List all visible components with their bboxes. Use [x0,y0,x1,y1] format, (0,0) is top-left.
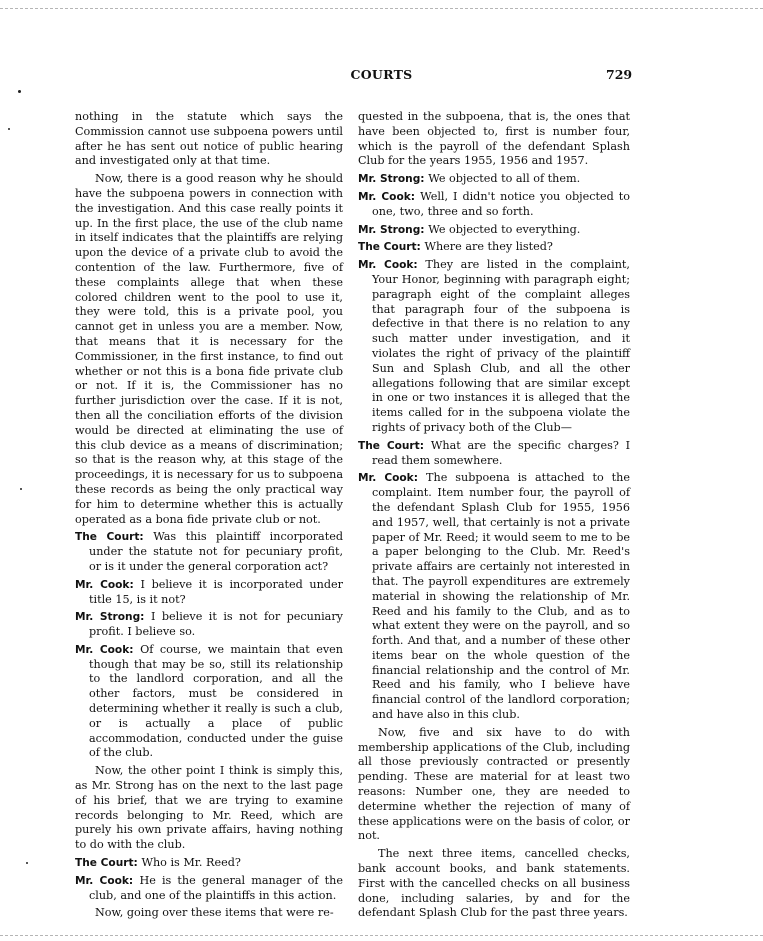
scan-edge-top [0,8,763,9]
speaker-label: The Court: [358,439,424,452]
dialogue-line [75,856,343,871]
speaker-label: Mr. Strong: [358,223,425,236]
speech-text: I believe it is not for pecuniary profit. I believe so. [89,610,343,639]
speech-text: Of course, we maintain that even though that may be so, still its relationship to the landlord corporation, and all the other factors, must be considered in determining whether it really is such a club, or is actually a place of public accommodation, conducted under the guise of the club. [89,642,343,760]
scan-speck [18,90,21,93]
dialogue-line [75,643,343,761]
dialogue-line [75,578,343,608]
paragraph: quested in the subpoena, that is, the ones that have been objected to, first is number four, which is the payroll of the defendant Splash Club for the years 1955, 1956 and 1957. [358,110,630,168]
scan-speck [20,488,22,490]
scan-speck [8,128,10,130]
dialogue-line [358,240,630,255]
speaker-label: Mr. Strong: [75,611,145,624]
speech-text: The subpoena is attached to the complaint. Item number four, the payroll of the defendant Splash Club for 1955, 1956 and 1957, well, that certainly is not a private paper of Mr. Reed; it would seem to me to be a paper belonging to the Club. Mr. Reed's private affairs are certainly not interested in that. The payroll expenditures are extremely material in showing the relationship of Mr. Reed and his family to the Club, and as to what extent they were on the payroll, and so forth. And that, and a number of these other items bear on the whole question of the financial relationship and the control of Mr. Reed and his family, who I believe have financial control of the landlord corporation; and have also in this club. [372,471,630,722]
speech-text: Well, I didn't notice you objected to one, two, three and so forth. [372,189,630,218]
speaker-label: Mr. Cook: [358,472,418,485]
left-column [75,110,343,924]
right-column [358,110,630,924]
scan-edge-bottom [0,935,763,936]
speaker-label: The Court: [75,857,138,870]
speaker-label: Mr. Strong: [358,173,425,186]
speaker-label: Mr. Cook: [358,190,416,203]
dialogue-line [358,223,630,238]
dialogue-line [75,530,343,574]
speaker-label: Mr. Cook: [358,259,418,272]
dialogue-line [75,610,343,640]
speech-text: Was this plaintiff incorporated under the statute not for pecuniary profit, or is it under the general corporation act? [89,530,343,573]
speech-text: Who is Mr. Reed? [141,856,241,870]
running-header: COURTS [350,67,413,82]
speech-text: I believe it is incorporated under title 15, is it not? [89,577,343,606]
dialogue-line [358,471,630,723]
paragraph: Now, there is a good reason why he should have the subpoena powers in connection with the investigation. And this case really points it up. In the first place, the use of the club name in itself indicates that the plaintiffs are relying upon the device of a private club to avoid the contention of the law. Furthermore, five of these complaints allege that when these colored children went to the pool to use it, they were told, this is a private pool, you cannot get in unless you are a member. Now, that means that it is necessary for the Commissioner, in the first instance, to find out whether or not this is a bona fide private club or not. If it is, the Commissioner has no further jurisdiction over the case. If it is not, then all the conciliation efforts of the division would be directed at eliminating the use of this club device as a means of discrimination; so that is the reason why, at this stage of the proceedings, it is necessary for us to subpoena these records as being the only practical way for him to determine whether this is actually operated as a bona fide private club or not. [75,172,343,526]
paragraph: Now, the other point I think is simply this, as Mr. Strong has on the next to the last page of his brief, that we are trying to examine records belonging to Mr. Reed, which are purely his own private affairs, having nothing to do with the club. [75,764,343,852]
paragraph: Now, going over these items that were re- [95,906,334,920]
speaker-label: The Court: [358,241,421,254]
page-number: 729 [606,67,633,82]
dialogue-line [358,258,630,436]
dialogue-line [358,190,630,220]
speech-text: They are listed in the complaint, Your Honor, beginning with paragraph eight; paragraph eight of the complaint alleges that paragraph four of the subpoena is defective in that there is no relation to any such matter under investigation, and it violates the right of privacy of the plaintiff Sun and Splash Club, and all the other allegations following that are similar except in one or two instances it is alleged that the items called for in the subpoena violate the rights of privacy both of the Club— [372,258,630,434]
paragraph: nothing in the statute which says the Commission cannot use subpoena powers until after he has sent out notice of public hearing and investigated only at that time. [75,110,343,168]
dialogue-line [358,439,630,469]
speaker-label: Mr. Cook: [75,643,134,656]
dialogue-line [75,874,343,904]
paragraph: The next three items, cancelled checks, bank account books, and bank statements. First with the cancelled checks on all business done, including salaries, by and for the defendant Splash Club for the past three years. [358,847,630,920]
speaker-label: The Court: [75,531,144,544]
paragraph: Now, five and six have to do with membership applications of the Club, including all those previously contracted or presently pending. These are material for at least two reasons: Number one, they are needed to determine whether the rejection of many of these applications were on the basis of color, or not. [358,725,630,843]
speech-text: He is the general manager of the club, and one of the plaintiffs in this action. [89,873,343,902]
scan-speck [26,862,28,864]
dialogue-line [358,172,630,187]
speaker-label: Mr. Cook: [75,874,134,887]
speech-text: Where are they listed? [424,240,553,254]
speech-text: We objected to all of them. [428,172,581,186]
speech-text: What are the specific charges? I read them somewhere. [372,438,630,467]
speech-text: We objected to everything. [428,222,581,236]
speaker-label: Mr. Cook: [75,578,134,591]
